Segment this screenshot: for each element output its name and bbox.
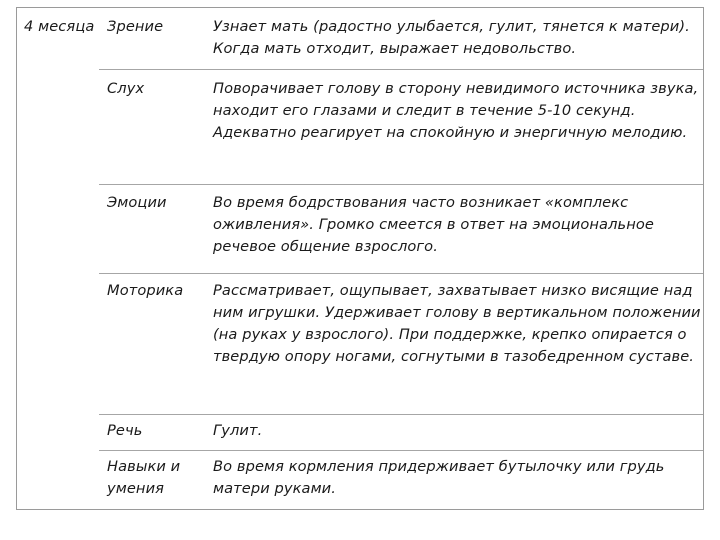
category-cell: Речь <box>107 422 143 439</box>
table-row <box>17 8 703 70</box>
category-cell: Зрение <box>107 18 164 35</box>
description-cell: Узнает мать (радостно улыбается, гулит, тянется к матери). Когда мать отходит, выражает недовольство. <box>213 18 690 57</box>
description-cell: Во время бодрствования часто возникает «комплекс оживления». Громко смеется в ответ на эмоциональное речевое общение взрослого. <box>213 194 654 255</box>
table-row <box>17 415 703 451</box>
development-table <box>16 7 704 510</box>
age-label: 4 месяца <box>24 18 95 35</box>
description-cell: Гулит. <box>213 422 263 439</box>
table-row <box>17 185 703 274</box>
description-cell: Поворачивает голову в сторону невидимого источника звука, находит его глазами и следит в течение 5-10 секунд. Адекватно реагирует на спокойную и энергичную мелодию. <box>213 80 699 141</box>
description-cell: Рассматривает, ощупывает, захватывает низко висящие над ним игрушки. Удерживает голову в вертикальном положении (на руках у взрослого). При поддержке, крепко опирается о твердую опору ногами, согнутыми в тазобедренном суставе. <box>213 282 701 365</box>
category-cell: Моторика <box>107 282 184 299</box>
category-cell: Эмоции <box>107 194 167 211</box>
table-row <box>17 451 703 509</box>
category-cell: Навыки и умения <box>107 458 181 497</box>
description-cell: Во время кормления придерживает бутылочку или грудь матери руками. <box>213 458 665 497</box>
table-row <box>17 274 703 415</box>
table-row <box>17 70 703 185</box>
category-cell: Слух <box>107 80 145 97</box>
